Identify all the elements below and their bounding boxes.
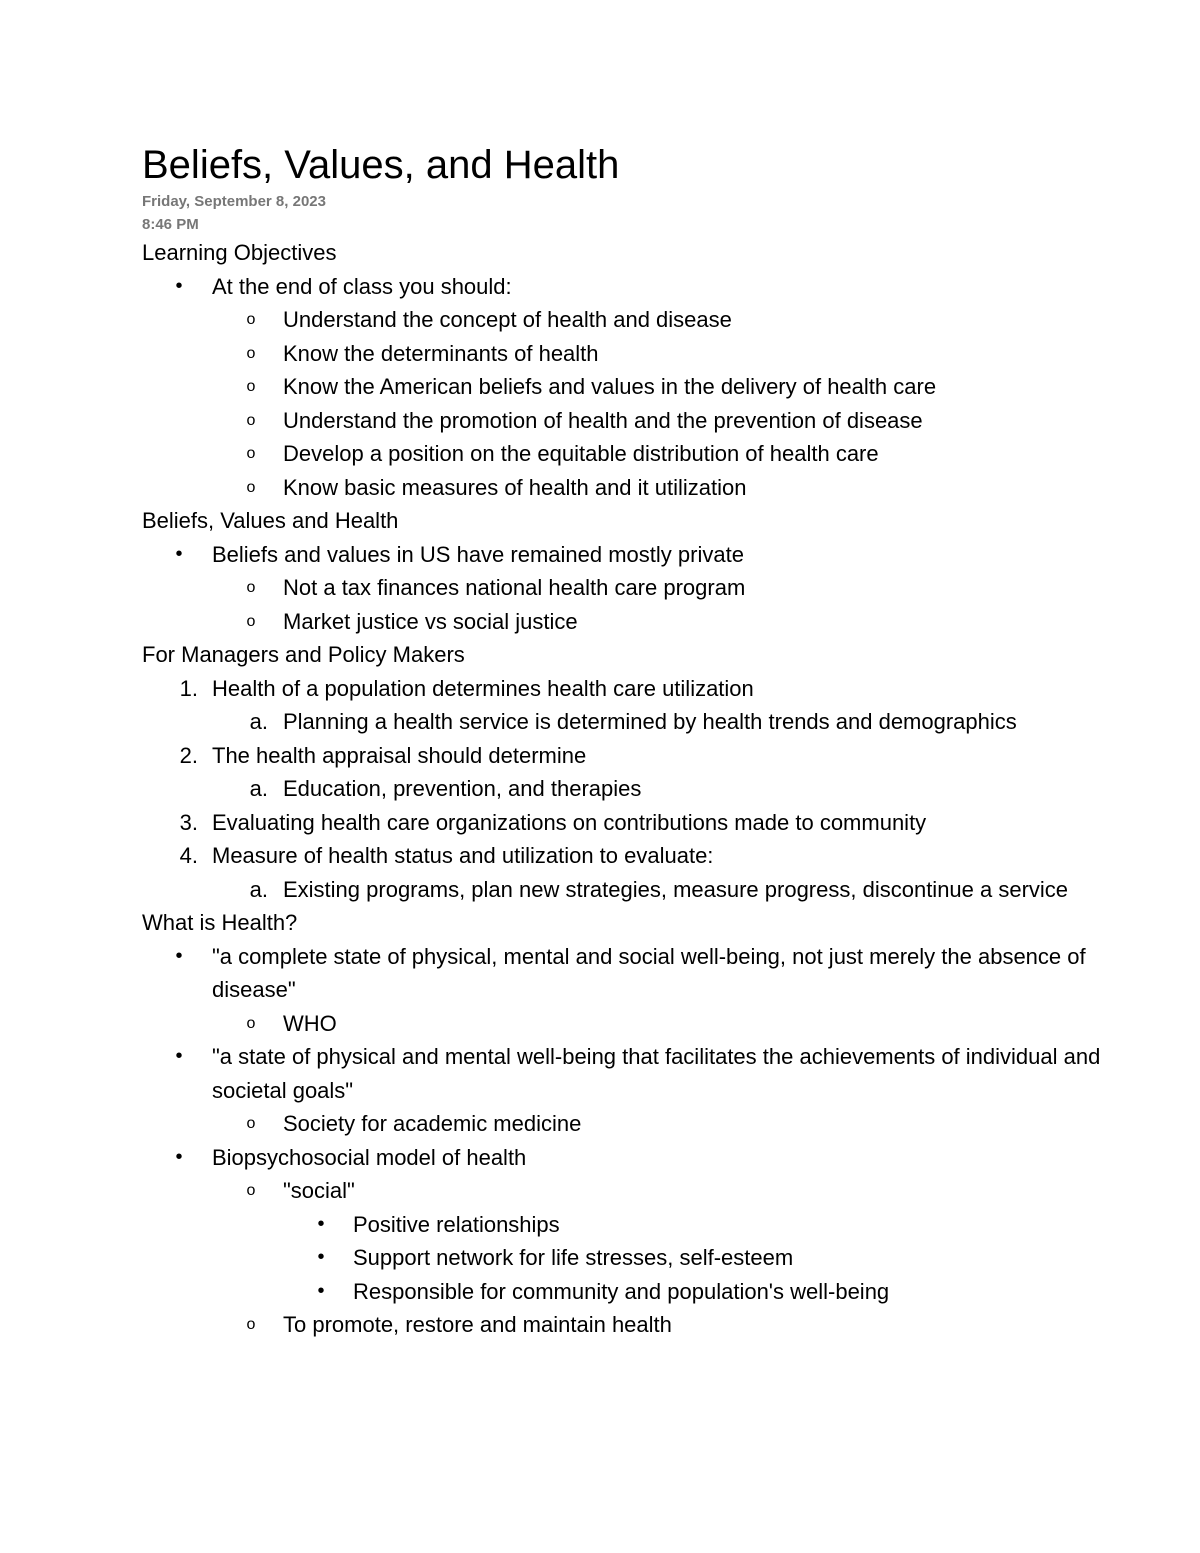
list-marker: a. [249, 709, 268, 734]
list-item [142, 571, 1142, 605]
list-marker: o [246, 344, 256, 362]
list-marker: • [175, 1145, 183, 1168]
list-item-text: Evaluating health care organizations on contributions made to community [212, 809, 927, 835]
list-item-text: Beliefs and values in US have remained mostly private [212, 541, 744, 567]
list-marker: 3. [179, 809, 198, 835]
list-item [142, 1208, 1142, 1242]
list-marker: • [317, 1279, 325, 1302]
list-item-text: Planning a health service is determined by health trends and demographics [283, 709, 1017, 734]
list-marker: o [246, 1115, 256, 1132]
list-item-text: Understand the concept of health and disease [283, 307, 732, 332]
list-item-text: Measure of health status and utilization to evaluate: [212, 843, 714, 868]
list-item [142, 1241, 1142, 1275]
list-item-text: Market justice vs social justice [283, 608, 578, 634]
note-page [142, 140, 1142, 1342]
list-item-text: "a complete state of physical, mental and social well-being, not just merely the absence of disease" [212, 943, 1086, 1002]
list-item-text: The health appraisal should determine [212, 742, 587, 768]
list-item [142, 471, 1142, 505]
list-marker: • [175, 274, 183, 297]
list-item-text: Know the American beliefs and values in the delivery of health care [283, 374, 937, 399]
list-item-text: Develop a position on the equitable distribution of health care [283, 441, 879, 466]
list-item-text: Know basic measures of health and it utilization [283, 474, 747, 500]
list-item-text: WHO [283, 1010, 337, 1036]
list-marker: o [246, 1014, 256, 1032]
list-marker: 2. [179, 742, 198, 768]
list-item [142, 839, 1142, 873]
list-item-text: Know the determinants of health [283, 340, 599, 366]
note-date: Friday, September 8, 2023 [142, 193, 326, 210]
list-item-text: "social" [283, 1178, 355, 1203]
list-item [142, 940, 1142, 1007]
list-item [142, 1275, 1142, 1309]
list-item [142, 270, 1142, 304]
list-marker: • [317, 1246, 325, 1268]
list-item [142, 404, 1142, 438]
list-item-text: Support network for life stresses, self-esteem [353, 1245, 794, 1270]
list-item [142, 1141, 1142, 1175]
section-heading: Beliefs, Values and Health [142, 508, 399, 533]
list-item [142, 772, 1142, 806]
list-item [142, 1308, 1142, 1342]
list-marker: o [246, 445, 256, 462]
list-item-text: Society for academic medicine [283, 1111, 582, 1136]
list-marker: a. [249, 876, 268, 902]
list-marker: • [175, 1045, 183, 1067]
list-marker: o [246, 612, 256, 630]
list-marker: o [246, 579, 256, 596]
section-heading: What is Health? [142, 910, 298, 935]
list-marker: o [246, 1182, 256, 1199]
list-item-text: Understand the promotion of health and the prevention of disease [283, 407, 923, 433]
list-item-text: Existing programs, plan new strategies, measure progress, discontinue a service [283, 876, 1069, 902]
list-marker: o [246, 311, 256, 328]
list-marker: 4. [179, 843, 198, 868]
list-item [142, 705, 1142, 739]
list-item [142, 605, 1142, 639]
list-item [142, 873, 1142, 907]
list-marker: o [246, 478, 256, 496]
list-item [142, 538, 1142, 572]
list-item-text: Responsible for community and population's well-being [353, 1278, 890, 1304]
section-heading: For Managers and Policy Makers [142, 642, 465, 667]
list-item-text: Health of a population determines health care utilization [212, 675, 754, 701]
list-item [142, 337, 1142, 371]
list-marker: • [175, 944, 183, 967]
list-item [142, 303, 1142, 337]
list-item [142, 672, 1142, 706]
list-marker: 1. [179, 675, 198, 701]
list-marker: • [317, 1212, 325, 1235]
list-item [142, 370, 1142, 404]
list-marker: o [246, 1316, 256, 1333]
list-item [142, 1040, 1142, 1107]
list-item-text: To promote, restore and maintain health [283, 1312, 672, 1337]
list-item-text: Positive relationships [353, 1211, 560, 1237]
list-item-text: Not a tax finances national health care program [283, 575, 746, 600]
note-body [142, 236, 1142, 1342]
list-item-text: At the end of class you should: [212, 273, 512, 299]
list-item [142, 1007, 1142, 1041]
list-item [142, 1174, 1142, 1208]
list-marker: a. [249, 776, 268, 801]
list-marker: • [175, 542, 183, 565]
list-item-text: Education, prevention, and therapies [283, 776, 642, 801]
list-marker: o [246, 411, 256, 429]
page-title: Beliefs, Values, and Health [142, 143, 620, 187]
list-item [142, 739, 1142, 773]
list-item [142, 1107, 1142, 1141]
list-item-text: Biopsychosocial model of health [212, 1144, 527, 1170]
list-item-text: "a state of physical and mental well-being that facilitates the achievements of individual and societal goals" [212, 1044, 1101, 1103]
list-item [142, 806, 1142, 840]
note-time: 8:46 PM [142, 216, 199, 233]
list-marker: o [246, 378, 256, 395]
list-item [142, 437, 1142, 471]
section-heading: Learning Objectives [142, 240, 337, 265]
